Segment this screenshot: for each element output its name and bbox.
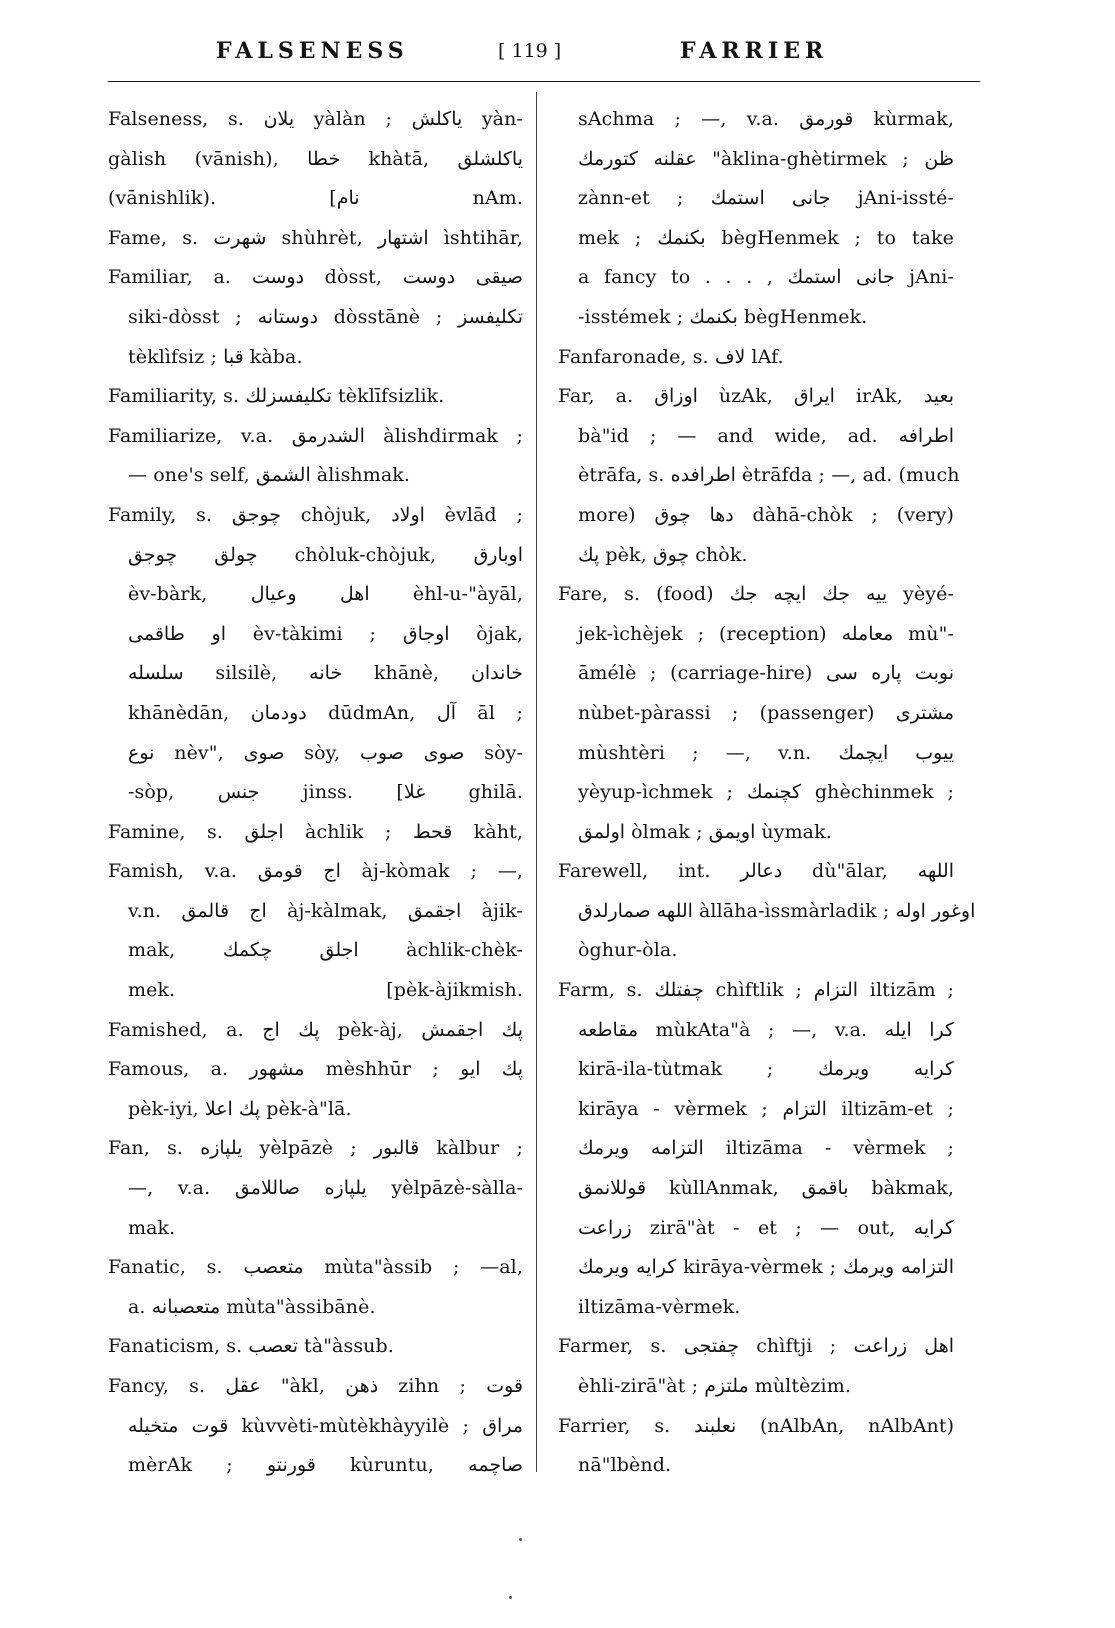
dictionary-line: نوع nèv", صوی sòy, صوی صوب sòy- [128,741,523,764]
dictionary-line: mek. [pèk-àjikmish. [128,979,523,1002]
dictionary-line: nùbet-pàrassi ; (passenger) مشتری [578,701,954,724]
dictionary-line: اللهه صمارلدق àllāha-ìssmàrladik ; اوغور اوله [578,899,976,922]
dictionary-line: Famish, v.a. اج قومق àj-kòmak ; —, [108,860,523,883]
dictionary-line: Fanfaronade, s. لاف lAf. [558,345,784,368]
dictionary-line: mak, اجلق چکمك àchlik-chèk- [128,939,524,962]
dictionary-line: Farmer, s. چفتجی chìftji ; اهل زراعت [558,1335,954,1358]
dictionary-line: Famished, a. پك اج pèk-àj, پك اجقمش [108,1018,523,1041]
dictionary-line: mèrAk ; قورنتو kùruntu, صاچمه [128,1454,524,1477]
dictionary-line: Fame, s. شهرت shùhrèt, اشتهار ìshtihār, [108,226,523,249]
stray-mark [509,1596,512,1599]
dictionary-line: kirā-ila-tùtmak ; کرایه ویرمك [578,1058,954,1081]
dictionary-line: مقاطعه mùkAta"à ; —, v.a. کرا ایله [578,1018,954,1041]
dictionary-line: nā"lbènd. [578,1454,672,1477]
dictionary-line: a. متعصبانه mùta"àssibānè. [128,1295,376,1318]
dictionary-line: پك pèk, چوق chòk. [578,543,748,566]
left-column [108,100,523,1486]
dictionary-line: zànn-et ; جانی استمك jAni-issté- [578,187,954,210]
dictionary-line: قوت متخیله kùvvèti-mùtèkhàyyilè ; مراق [128,1414,523,1437]
dictionary-line: زراعت zirā"àt - et ; — out, کرایه [578,1216,954,1239]
dictionary-line: Farewell, int. دعالر dù"ālar, اللهه [558,860,954,883]
dictionary-line: Fan, s. یلپازه yèlpāzè ; قالبور kàlbur ; [108,1137,523,1160]
dictionary-line: Famine, s. اجلق àchlik ; قحط kàht, [108,820,523,843]
dictionary-line: Fanatic, s. متعصب mùta"àssib ; —al, [108,1256,524,1279]
dictionary-line: کرایه ویرمك kirāya-vèrmek ; التزامه ویرمك [578,1256,954,1279]
dictionary-line: tèklìfsiz ; قبا kàba. [128,345,303,368]
dictionary-line: Famous, a. مشهور mèshhūr ; پك ایو [108,1058,523,1081]
dictionary-line: Family, s. چوجق chòjuk, اولاد èvlād ; [108,503,523,526]
header-rule [108,81,980,82]
dictionary-line: Fancy, s. عقل "àkl, ذهن zihn ; قوت [108,1375,524,1397]
dictionary-line: pèk-iyi, پك اعلا pèk-à"lā. [128,1097,352,1120]
dictionary-line: yèyup-ìchmek ; کچنمك ghèchinmek ; [578,781,954,804]
dictionary-line: mùshtèri ; —, v.n. ییوب ایچمك [578,741,954,764]
dictionary-line: قوللانمق kùllAnmak, باقمق bàkmak, [578,1177,955,1200]
dictionary-line: khānèdān, دودمان dūdmAn, آل āl ; [128,701,523,724]
dictionary-line: Farm, s. چفتلك chìftlik ; التزام iltizām ; [558,979,954,1002]
dictionary-line: Farrier, s. نعلبند (nAlbAn, nAlbAnt) [558,1414,955,1437]
dictionary-line: (vānishlik). [نام nAm. [108,187,523,210]
dictionary-line: èv-bàrk, اهل وعیال èhl-u-"àyāl, [128,583,523,606]
running-head [180,38,880,74]
stray-mark [519,1538,522,1541]
page-number: [ 119 ] [498,40,562,62]
dictionary-line: Fare, s. (food) ییه جك ایچه جك yèyé- [558,583,954,606]
dictionary-line: — one's self, الشمق àlishmak. [128,464,411,487]
dictionary-line: èhli-zirā"àt ; ملتزم mùltèzim. [578,1375,851,1397]
dictionary-line: -sòp, جنس jinss. [غلا ghilā. [128,781,524,804]
dictionary-line: sAchma ; —, v.a. قورمق kùrmak, [578,108,954,130]
dictionary-line: v.n. اج قالمق àj-kàlmak, اجقمق àjik- [128,899,523,922]
dictionary-line: Far, a. اوزاق ùzAk, ایراق irAk, بعید [558,385,954,408]
dictionary-line: jek-ìchèjek ; (reception) معامله mù"- [578,622,954,645]
dictionary-line: bà"id ; — and wide, ad. اطرافه [578,424,954,447]
dictionary-line: او طاقمی èv-tàkimi ; اوجاق òjak, [128,622,523,645]
dictionary-line: siki-dòsst ; دوستانه dòsstānè ; تکلیفسز [128,305,523,328]
dictionary-line: iltizāma-vèrmek. [578,1295,741,1318]
dictionary-line: عقلنه کتورمك "àklina-ghètirmek ; ظن [578,147,954,170]
dictionary-line: mek ; بکنمك bègHenmek ; to take [578,226,954,249]
right-column [558,100,976,1486]
dictionary-line: mak. [128,1216,176,1239]
dictionary-line: ètrāfa, s. اطرافده ètrāfda ; —, ad. (much [578,464,960,487]
right-guide-word: FARRIER [680,38,829,64]
dictionary-line: more) دها چوق dàhā-chòk ; (very) [578,503,954,526]
column-divider [536,92,537,1472]
dictionary-line: Familiar, a. دوست dòsst, صیقی دوست [108,266,524,289]
dictionary-line: چولق چوجق chòluk-chòjuk, اوبارق [128,543,524,566]
dictionary-line: a fancy to . . . , جانی استمك jAni- [578,266,954,289]
left-guide-word: FALSENESS [216,38,409,64]
dictionary-line: òghur-òla. [578,939,678,962]
dictionary-line: kirāya - vèrmek ; التزام iltizām-et ; [578,1097,954,1120]
dictionary-line: āmélè ; (carriage-hire) نوبت پاره سی [578,662,954,685]
dictionary-line: التزامه ویرمك iltizāma - vèrmek ; [578,1137,955,1160]
dictionary-line: Familiarity, s. تکلیفسزلك tèklīfsizlik. [108,385,445,408]
dictionary-line: —, v.a. یلپازه صاللامق yèlpāzè-sàlla- [128,1177,524,1200]
dictionary-line: Falseness, s. یلان yàlàn ; یاکلش yàn- [108,108,523,130]
dictionary-line: -isstémek ; بکنمك bègHenmek. [578,305,868,328]
dictionary-line: gàlish (vānish), خطا khàtā, یاکلشلق [108,147,523,170]
dictionary-line: Familiarize, v.a. الشدرمق àlishdirmak ; [108,424,523,447]
dictionary-line: سلسله silsilè, خانه khānè, خاندان [128,662,523,685]
dictionary-line: Fanaticism, s. تعصب tà"àssub. [108,1335,394,1358]
dictionary-line: اولمق òlmak ; اویمق ùymak. [578,820,832,843]
